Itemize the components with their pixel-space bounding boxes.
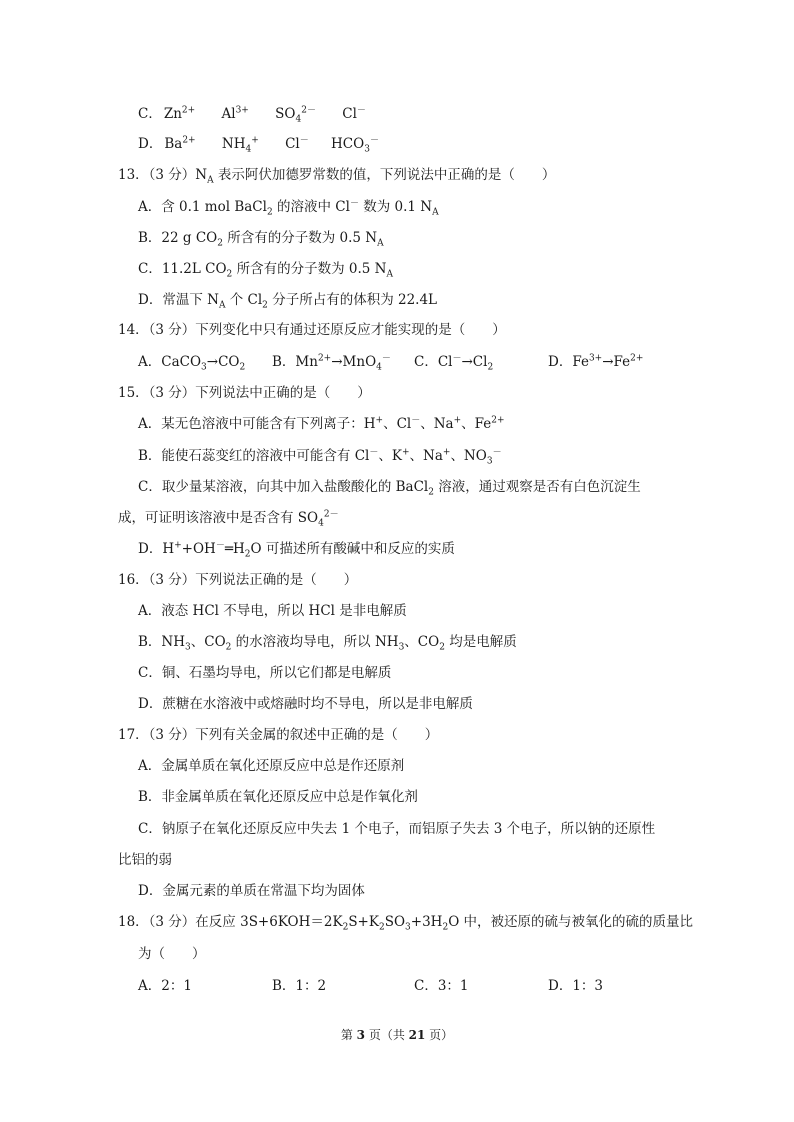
q17-option-b: B．非金属单质在氧化还原反应中总是作氧化剂 — [138, 789, 418, 805]
page-footer: 第 3 页（共 21 页） — [340, 1028, 454, 1042]
q18-stem-continued: 为（ ） — [138, 946, 206, 962]
q15-option-b: B．能使石蕊变红的溶液中可能含有 Cl－、K+、Na+、$NO_3^-$ — [138, 447, 502, 467]
q15-option-c-continued: 成，可证明该溶液中是否含有 $SO_4^{2-}$ — [118, 509, 339, 529]
q16-option-c: C．铜、石墨均导电，所以它们都是电解质 — [138, 665, 392, 681]
q18-stem: 18．（3 分）在反应 $3S+6KOH=2K_2S+K_2SO_3+3H_2O$ 中，被还原的硫与被氧化的硫的质量比 — [118, 914, 694, 933]
q18-option-b: B．1：2 — [272, 978, 327, 994]
q12-option-c: C． $Zn^{2+}$ $Al^{3+}$ $SO_4^{2-}$ Cl－ — [138, 105, 366, 125]
q13-option-a: A．含 0.1 mol BaCl$_2$ 的溶液中 Cl－ 数为 0.1 $N_A$ — [138, 198, 439, 218]
q13-option-c: C．11.2L $CO_2$ 所含有的分子数为 0.5 $N_A$ — [138, 261, 393, 280]
q14-option-b: B．$Mn^{2+}\to MnO_4^-$ — [272, 353, 391, 373]
q17-option-a: A．金属单质在氧化还原反应中总是作还原剂 — [138, 758, 405, 774]
q15-stem: 15．（3 分）下列说法中正确的是（ ） — [118, 385, 371, 401]
q14-option-c: C．$Cl^-\to Cl_2$ — [414, 353, 494, 373]
q16-stem: 16．（3 分）下列说法正确的是（ ） — [118, 572, 358, 588]
q14-option-d: D．$Fe^{3+}\to Fe^{2+}$ — [548, 353, 644, 370]
q18-option-a: A．2：1 — [138, 978, 192, 994]
q12-option-d: D． $Ba^{2+}$ $NH_4^+$ Cl－ $HCO_3^-$ — [138, 135, 379, 155]
q15-option-a: A．某无色溶液中可能含有下列离子：H+、Cl－、Na+、$Fe^{2+}$ — [138, 415, 505, 432]
q18-option-c: C．3：1 — [414, 978, 469, 994]
total-pages: 21 — [408, 1028, 426, 1042]
q13-option-b: B．22 g $CO_2$ 所含有的分子数为 0.5 $N_A$ — [138, 230, 384, 249]
q17-stem: 17．（3 分）下列有关金属的叙述中正确的是（ ） — [118, 727, 439, 743]
q17-option-c: C．钠原子在氧化还原反应中失去 1 个电子，而铝原子失去 3 个电子，所以钠的还原性 — [138, 821, 656, 837]
q14-option-a: A．$CaCO_3\to CO_2$ — [138, 354, 246, 373]
page-number: 3 — [356, 1028, 365, 1042]
q14-stem: 14．（3 分）下列变化中只有通过还原反应才能实现的是（ ） — [118, 322, 506, 338]
q17-option-d: D．金属元素的单质在常温下均为固体 — [138, 883, 365, 899]
q18-option-d: D．1：3 — [548, 978, 604, 994]
q16-option-a: A．液态 HCl 不导电，所以 HCl 是非电解质 — [138, 603, 407, 619]
q15-option-c: C．取少量某溶液，向其中加入盐酸酸化的 BaCl$_2$ 溶液，通过观察是否有白色沉淀生 — [138, 479, 641, 498]
q17-option-c-continued: 比铝的弱 — [118, 852, 172, 868]
q13-stem: 13．（3 分）$N_A$ 表示阿伏加德罗常数的值，下列说法中正确的是（ ） — [118, 167, 556, 186]
q16-option-d: D．蔗糖在水溶液中或熔融时均不导电，所以是非电解质 — [138, 696, 473, 712]
q16-option-b: B．$NH_3$、$CO_2$ 的水溶液均导电，所以 $NH_3$、$CO_2$ 均是电解质 — [138, 634, 517, 653]
q13-option-d: D．常温下 $N_A$ 个 $Cl_2$ 分子所占有的体积为 22.4L — [138, 292, 438, 311]
q15-option-d: D．$H^++OH^-═H_2O$ 可描述所有酸碱中和反应的实质 — [138, 540, 455, 560]
